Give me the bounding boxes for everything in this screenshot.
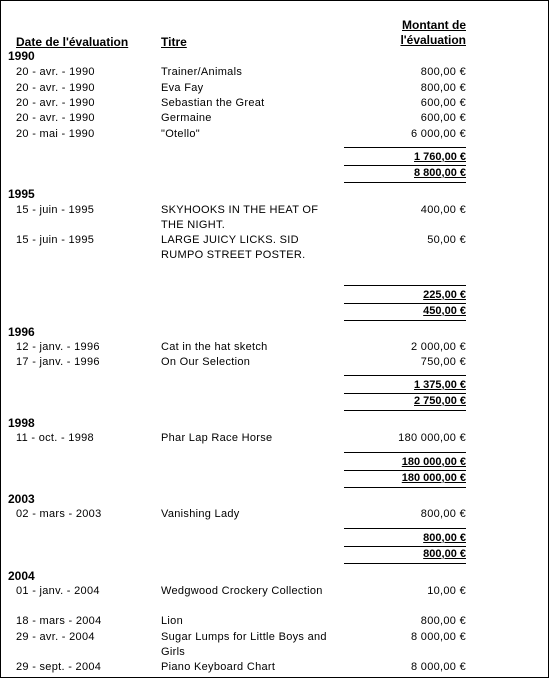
row-date: 29 - sept. - 2004 [16, 661, 102, 673]
row-date: 29 - avr. - 2004 [16, 631, 95, 643]
row-date: 15 - juin - 1995 [16, 204, 95, 216]
row-amount: 50,00 € [427, 234, 466, 246]
row-title: Germaine [161, 112, 212, 124]
total-amount: 450,00 € [423, 305, 466, 317]
subtotal-rule [344, 375, 466, 376]
year-heading: 1998 [8, 416, 35, 430]
total-rule [344, 470, 466, 471]
column-header-amount-line2: l'évaluation [400, 33, 466, 47]
year-heading: 2004 [8, 569, 35, 583]
row-title: Wedgwood Crockery Collection [161, 585, 323, 597]
row-date: 12 - janv. - 1996 [16, 341, 100, 353]
year-heading: 1995 [8, 187, 35, 201]
row-title: "Otello" [161, 128, 200, 140]
total-rule-bottom [344, 320, 466, 321]
row-title: Phar Lap Race Horse [161, 432, 273, 444]
row-date: 20 - avr. - 1990 [16, 82, 95, 94]
row-amount: 10,00 € [427, 585, 466, 597]
total-rule [344, 393, 466, 394]
total-amount: 8 800,00 € [414, 167, 466, 179]
total-rule [344, 303, 466, 304]
row-amount: 800,00 € [420, 615, 466, 627]
total-rule-bottom [344, 410, 466, 411]
total-amount: 2 750,00 € [414, 395, 466, 407]
row-title: Cat in the hat sketch [161, 341, 268, 353]
row-amount: 6 000,00 € [411, 128, 466, 140]
row-amount: 8 000,00 € [411, 631, 466, 643]
total-rule-bottom [344, 563, 466, 564]
row-date: 17 - janv. - 1996 [16, 356, 100, 368]
row-title: Sebastian the Great [161, 97, 265, 109]
row-date: 20 - avr. - 1990 [16, 112, 95, 124]
column-header-amount-line1: Montant de [402, 18, 466, 32]
row-date: 20 - mai - 1990 [16, 128, 95, 140]
total-amount: 180 000,00 € [401, 472, 466, 484]
row-amount: 2 000,00 € [411, 341, 466, 353]
total-rule-bottom [344, 487, 466, 488]
total-rule [344, 165, 466, 166]
row-title: Trainer/Animals [161, 66, 243, 78]
row-amount: 600,00 € [420, 112, 466, 124]
row-date: 02 - mars - 2003 [16, 508, 102, 520]
subtotal-amount: 800,00 € [423, 532, 466, 544]
total-amount: 800,00 € [423, 548, 466, 560]
row-title: Eva Fay [161, 82, 204, 94]
subtotal-amount: 180 000,00 € [401, 456, 466, 468]
subtotal-rule [344, 528, 466, 529]
subtotal-rule [344, 452, 466, 453]
row-amount: 800,00 € [420, 66, 466, 78]
total-rule [344, 546, 466, 547]
column-header-title: Titre [161, 35, 187, 49]
row-date: 01 - janv. - 2004 [16, 585, 100, 597]
row-amount: 400,00 € [420, 204, 466, 216]
row-title: Lion [161, 615, 183, 627]
subtotal-amount: 225,00 € [423, 289, 466, 301]
row-amount: 8 000,00 € [411, 661, 466, 673]
row-amount: 600,00 € [420, 97, 466, 109]
row-date: 15 - juin - 1995 [16, 234, 95, 246]
year-heading: 2003 [8, 492, 35, 506]
subtotal-rule [344, 285, 466, 286]
row-title: SKYHOOKS IN THE HEAT OF THE NIGHT. [161, 204, 319, 231]
row-title: Piano Keyboard Chart [161, 661, 276, 673]
row-title: On Our Selection [161, 356, 251, 368]
row-title: Vanishing Lady [161, 508, 240, 520]
column-header-date: Date de l'évaluation [16, 35, 129, 49]
row-title: Sugar Lumps for Little Boys and Girls [161, 631, 327, 658]
year-heading: 1996 [8, 325, 35, 339]
row-title: LARGE JUICY LICKS. SID RUMPO STREET POSTER. [161, 234, 306, 261]
row-date: 18 - mars - 2004 [16, 615, 102, 627]
row-date: 20 - avr. - 1990 [16, 97, 95, 109]
row-amount: 180 000,00 € [398, 432, 466, 444]
row-amount: 800,00 € [420, 82, 466, 94]
column-header-amount [400, 18, 466, 48]
row-date: 11 - oct. - 1998 [16, 432, 94, 444]
row-amount: 750,00 € [420, 356, 466, 368]
subtotal-amount: 1 375,00 € [414, 379, 466, 391]
row-amount: 800,00 € [420, 508, 466, 520]
total-rule-bottom [344, 182, 466, 183]
subtotal-amount: 1 760,00 € [414, 151, 466, 163]
row-date: 20 - avr. - 1990 [16, 66, 95, 78]
subtotal-rule [344, 147, 466, 148]
year-heading: 1990 [8, 49, 35, 63]
